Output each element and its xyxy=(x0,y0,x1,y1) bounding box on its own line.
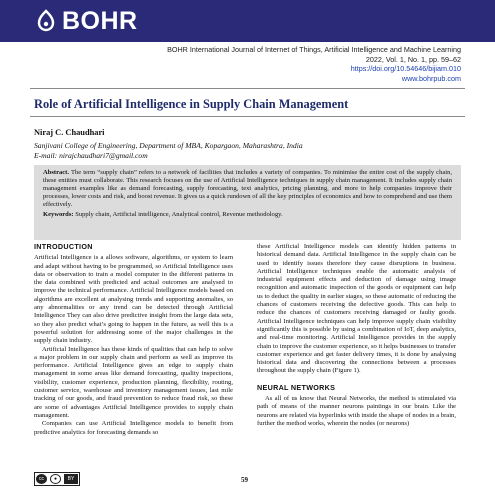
neural-networks-heading: NEURAL NETWORKS xyxy=(257,382,336,392)
abstract-text: The term “supply chain” refers to a network of facilities that includes a variety of companies. To minimise the entire cost of the supply chain, these entities must collaborate. This research focuses on the use of Artificial Intelligence techniques in supply chain management. It includes supply chain management examples like as demand forecasting, supply forecasting, text analytics, pricing planning, and more to help companies improve their processes, lower costs and risk, and boost revenue. It gives us a quick rundown of all the key principles of economics and how to comprehend and use them effectively. xyxy=(43,169,452,209)
keywords-paragraph xyxy=(43,211,452,219)
author-affiliation: Sanjivani College of Engineering, Department of MBA, Kopargaon, Maharashtra, India xyxy=(34,141,303,150)
keywords-text: Supply chain, Artificial intelligence, Analytical control, Revenue methodology. xyxy=(75,211,283,219)
author-name: Niraj C. Chaudhari xyxy=(34,128,105,137)
author-email: E-mail: nirajchaudhari7@gmail.com xyxy=(34,151,148,160)
cc-by-license-badge[interactable] xyxy=(34,472,80,486)
article-title: Role of Artificial Intelligence in Supply Chain Management xyxy=(34,97,349,111)
cc-icon: cc xyxy=(36,474,47,484)
publisher-logo-text: BOHR xyxy=(62,7,138,35)
abstract-label: Abstract. xyxy=(43,169,69,176)
abstract-paragraph xyxy=(43,169,452,209)
journal-header-bar xyxy=(0,0,495,42)
by-label: BY xyxy=(64,474,78,484)
journal-name: BOHR International Journal of Internet of Things, Artificial Intelligence and Machine Learning xyxy=(167,45,461,54)
author-affiliation-block xyxy=(34,141,303,161)
header-divider xyxy=(30,88,465,89)
intro-paragraph-2: Artificial Intelligence has these kinds of qualities that can help to solve a major problem in our supply chain and perform as well as improve its performance. Artificial Intelligence gives an edge to supply chain management in some areas like demand forecasting, quality inspections, visibility, customer experience, production planning, flexibility, routing, customer service, warehouse and inventory management issues, last mile tracking of our goods, and fraud prevention to reduce fraud risk, so these are some of advantages Artificial Intelligence provides to supply chain management. xyxy=(34,345,233,419)
intro-paragraph-1: Artificial Intelligence is a allows software, algorithms, or system to learn and adapt without having to be programmed, so Artificial Intelligence uses data or observation to train a model computer in the different patterns in the data combined with predicted and actual outcomes are analysed to improve the technical performance. Artificial Intelligence models based on algorithms are excellent at analysing trends and supporting anomalies, so any abnormalities or any trend can be detected through Artificial Intelligence They can also drive predictive insight from the large data sets, so they also predict what’s going to happen in the future, as well this is a powerful solution for addressing some of the major challenges in the supply chain industry. xyxy=(34,254,233,345)
right-column xyxy=(257,243,456,428)
keywords-label: Keywords: xyxy=(43,211,74,219)
left-column xyxy=(34,243,233,437)
journal-issue: 2022, Vol. 1, No. 1, pp. 59–62 xyxy=(365,54,461,64)
bohr-logo-icon xyxy=(34,9,58,33)
title-divider xyxy=(30,116,465,117)
intro-paragraph-3: Companies can use Artificial Intelligence models to benefit from predictive analytics for forecasting demands so xyxy=(34,420,233,436)
intro-continuation-paragraph: these Artificial Intelligence models can identify hidden patterns in historical demand data. Artificial Intelligence in the supply chain can be used to identify issues therefore they cause disruptions in business. Artificial Intelligence techniques enable the automatic analysis of industrial equipment effects and deduction of damage using image recognition and automatic inspection of the goods or equipment can help us to deduct the quality in earlier stages, so these automatic of reducing the chances of customers receiving the defective goods. This can help to reduce the chances of customers receiving damaged or faulty goods. Artificial Intelligence techniques can help improve supply chain visibility significantly this is possible by using a combination of IoT, deep analytics, and real-time monitoring. Artificial Intelligence provides in the supply chain to improve the customer experience, so it helps businesses to transfer customer experience and get faster delivery times, it is done by analysing historical data and discovering the connections between a processes throughout the supply chain (Figure 1). xyxy=(257,243,456,375)
person-icon: ● xyxy=(50,474,61,484)
doi-link[interactable]: https://doi.org/10.54646/bijiam.010 xyxy=(350,64,461,74)
website-link[interactable]: www.bohrpub.com xyxy=(401,73,461,83)
journal-info xyxy=(167,45,461,83)
abstract-box xyxy=(34,165,461,240)
neural-networks-paragraph: As all of us know that Neural Networks, the method is stimulated via path of means of the manner neurons paintings in our brain. Like the neurons are related via hyperlinks with inside the shape of nodes in a brain, further the method works, wherein the nodes (or neurons) xyxy=(257,395,456,427)
introduction-heading: INTRODUCTION xyxy=(34,242,93,251)
page-number: 59 xyxy=(241,476,248,484)
